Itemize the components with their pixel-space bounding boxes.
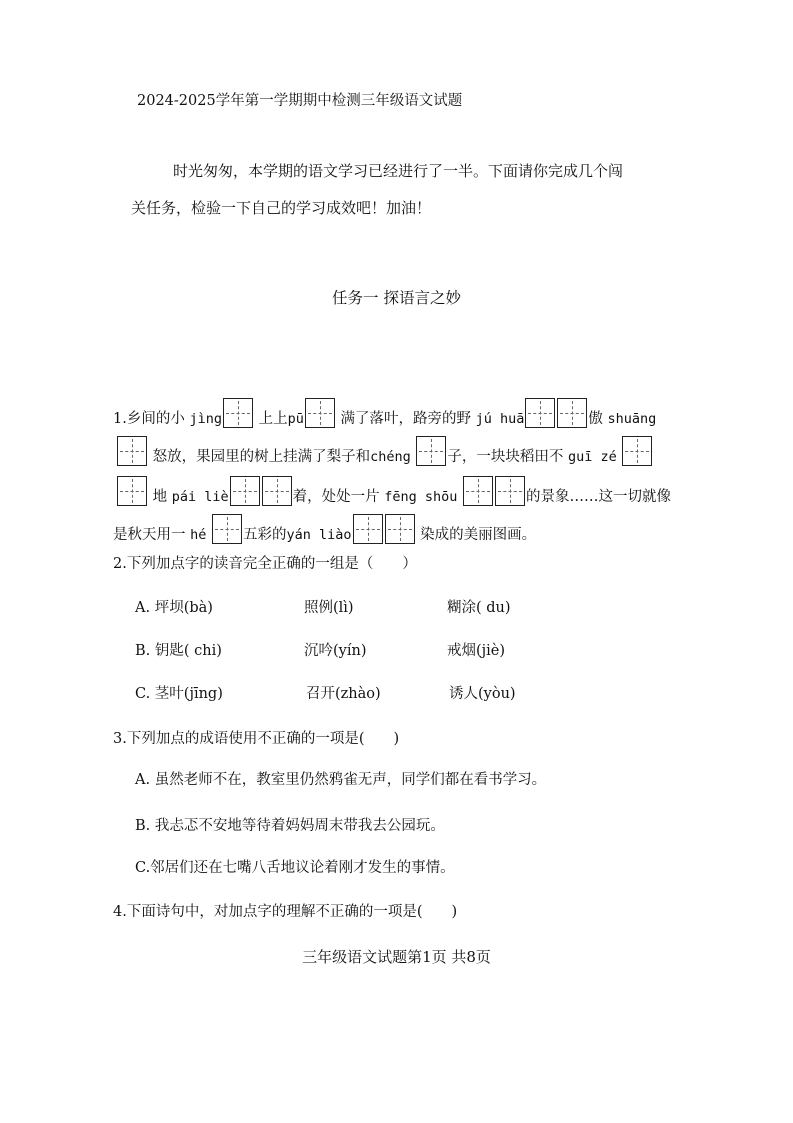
q1-line-2 [116,436,653,466]
pinyin-prompt: shuāng [607,411,657,427]
q2-option-a2[interactable]: 照例(lì) [304,600,354,616]
tian-grid-box[interactable] [416,436,446,466]
tian-grid-box[interactable] [353,514,383,544]
pinyin-prompt: guī zé [567,449,617,465]
q1-text: 1.乡间的小 [113,411,185,427]
q1-text: 五彩的 [242,527,287,543]
q1-text: 地 [152,489,168,505]
q1-text: 是秋天用一 [113,527,186,543]
q1-text: 满了落叶，路旁的野 [340,411,471,427]
task1-heading: 任务一 探语言之妙 [332,289,461,307]
q1-text: 傲 [588,411,603,427]
pinyin-prompt: jú huā [475,411,525,427]
tian-grid-box[interactable] [463,476,493,506]
pinyin-prompt: hé [190,527,207,543]
q2-option-c2[interactable]: 召开(zhào) [306,686,381,702]
tian-grid-box[interactable] [622,436,652,466]
pinyin-prompt: pū [287,411,304,427]
q1-text: 染成的美丽图画。 [420,527,537,543]
tian-grid-box[interactable] [557,398,587,428]
tian-grid-box[interactable] [385,514,415,544]
q1-text: 子，一块块稻田不 [447,449,564,465]
q1-line-1 [113,398,656,428]
q2-option-c3[interactable]: 诱人(yòu) [449,686,516,702]
q1-text: 上上 [258,411,288,427]
page-footer: 三年级语文试题第1页 共8页 [302,948,491,966]
q1-line-3 [116,476,671,506]
intro-line-2: 关任务，检验一下自己的学习成效吧！加油！ [131,199,432,217]
pinyin-prompt: yán liào [286,527,352,543]
pinyin-prompt: fēng shōu [384,489,458,505]
q2-option-b2[interactable]: 沉吟(yín) [304,643,367,659]
intro-line-1: 时光匆匆，本学期的语文学习已经进行了一半。下面请你完成几个闯 [173,162,624,180]
pinyin-prompt: chéng [370,449,411,465]
tian-grid-box[interactable] [230,476,260,506]
q1-text: 着，处处一片 [292,489,380,505]
q2-option-c1[interactable]: C. 茎叶(jīng) [135,686,223,702]
exam-title: 2024-2025学年第一学期期中检测三年级语文试题 [137,93,463,109]
q2-option-a1[interactable]: A. 坪坝(bà) [135,600,213,616]
q4-stem: 4.下面诗句中，对加点字的理解不正确的一项是( ) [113,904,458,920]
q3-option-a[interactable]: A. 虽然老师不在，教室里仍然鸦雀无声，同学们都在看书学习。 [135,772,547,788]
q2-option-a3[interactable]: 糊涂( du) [447,600,511,616]
tian-grid-box[interactable] [117,476,147,506]
tian-grid-box[interactable] [212,514,242,544]
q3-option-b[interactable]: B. 我忐忑不安地等待着妈妈周末带我去公园玩。 [135,818,445,834]
q1-text: 的景象……这一切就像 [526,489,671,505]
q2-option-b3[interactable]: 戒烟(jiè) [447,643,506,659]
q1-text: 怒放，果园里的树上挂满了梨子和 [152,449,371,465]
q2-option-b1[interactable]: B. 钥匙( chi) [135,643,222,659]
tian-grid-box[interactable] [262,476,292,506]
q1-line-4 [113,514,536,544]
tian-grid-box[interactable] [305,398,335,428]
tian-grid-box[interactable] [117,436,147,466]
q2-stem: 2.下列加点字的读音完全正确的一组是（ ） [113,556,417,572]
tian-grid-box[interactable] [223,398,253,428]
tian-grid-box[interactable] [525,398,555,428]
q3-stem: 3.下列加点的成语使用不正确的一项是( ) [113,731,400,747]
q3-option-c[interactable]: C.邻居们还在七嘴八舌地议论着刚才发生的事情。 [135,860,455,876]
pinyin-prompt: pái liè [171,489,229,505]
tian-grid-box[interactable] [495,476,525,506]
pinyin-prompt: jìng [189,411,222,427]
